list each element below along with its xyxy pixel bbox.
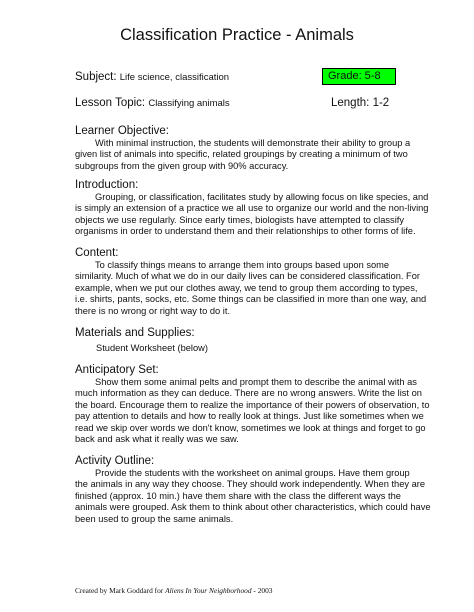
text-line: much information as they can deduce. There are no wrong answers. Write the list on — [75, 388, 422, 399]
text-line: With minimal instruction, the students will demonstrate their ability to group a — [95, 138, 411, 148]
lesson-topic-value: Classifying animals — [148, 98, 230, 109]
footer-suffix: - 2003 — [251, 586, 273, 595]
grade-badge: Grade: 5-8 — [322, 68, 396, 85]
introduction-text — [75, 192, 429, 238]
text-line: pay attention to details and how to really look at things. Just like sometimes when we — [75, 411, 424, 422]
materials-heading: Materials and Supplies: — [75, 327, 195, 339]
anticipatory-heading: Anticipatory Set: — [75, 364, 159, 376]
introduction-heading: Introduction: — [75, 179, 139, 191]
text-line: finished (approx. 10 min.) have them share with the class the different ways the — [75, 490, 401, 501]
content-text — [75, 260, 427, 317]
subject-label: Subject: — [75, 71, 117, 83]
text-line: Show them some animal pelts and prompt them to describe the animal with as — [95, 377, 417, 387]
text-line: Provide the students with the worksheet on animal groups. Have them group — [95, 468, 410, 478]
subject-value: Life science, classification — [119, 72, 230, 83]
footer-credit — [75, 586, 273, 595]
length-value: Length: 1-2 — [331, 97, 390, 109]
materials-item: Student Worksheet (below) — [96, 343, 208, 353]
text-line: i.e. shirts, pants, socks, etc. Some things can be classified in more than one way, and — [75, 294, 427, 305]
content-heading: Content: — [75, 247, 119, 259]
learner-objective-heading: Learner Objective: — [75, 125, 169, 137]
text-line: animals were grouped. Ask them to think about other characteristics, which could have — [75, 502, 431, 513]
page-title: Classification Practice - Animals — [120, 26, 354, 44]
learner-objective-text — [75, 138, 410, 172]
text-line: the board. Encourage them to realize the importance of their powers of observation, to — [75, 399, 430, 410]
text-line: organisms in order to understand them and their relationships to other forms of life. — [75, 226, 416, 237]
text-line: given list of animals into specific, related groupings by creating a minimum of two — [75, 149, 408, 160]
text-line: example, when we put our clothes away, we tend to group them according to types, — [75, 282, 418, 293]
activity-heading: Activity Outline: — [75, 455, 155, 467]
text-line: similarity. Much of what we do in our daily lives can be considered classification. For — [75, 271, 420, 282]
text-line: read we skip over words we don't know, sometimes we look at things and forget to go — [75, 422, 426, 433]
footer-publication: Aliens In Your Neighborhood — [165, 586, 252, 595]
anticipatory-text — [75, 377, 430, 445]
text-line: To classify things means to arrange them into groups based upon some — [95, 260, 390, 270]
text-line: is simply an extension of a practice we all use to organize our world and the non-living — [75, 203, 429, 214]
text-line: objects we use regularly. Since early times, biologists have attempted to classify — [75, 214, 404, 225]
text-line: the animals in any way they choose. They should work independently. When they are — [75, 479, 426, 490]
lesson-topic-label: Lesson Topic: — [75, 97, 146, 109]
text-line: there is no wrong or right way to do it. — [75, 305, 231, 316]
text-line: been used to group the same animals. — [75, 513, 234, 524]
text-line: subgroups from the given group with 90% accuracy. — [75, 160, 289, 171]
footer-prefix: Created by Mark Goddard for — [75, 586, 166, 595]
text-line: Grouping, or classification, facilitates study by allowing focus on like species, and — [95, 192, 429, 202]
activity-text — [75, 468, 431, 525]
text-line: back and ask what it really was we saw. — [75, 434, 239, 445]
